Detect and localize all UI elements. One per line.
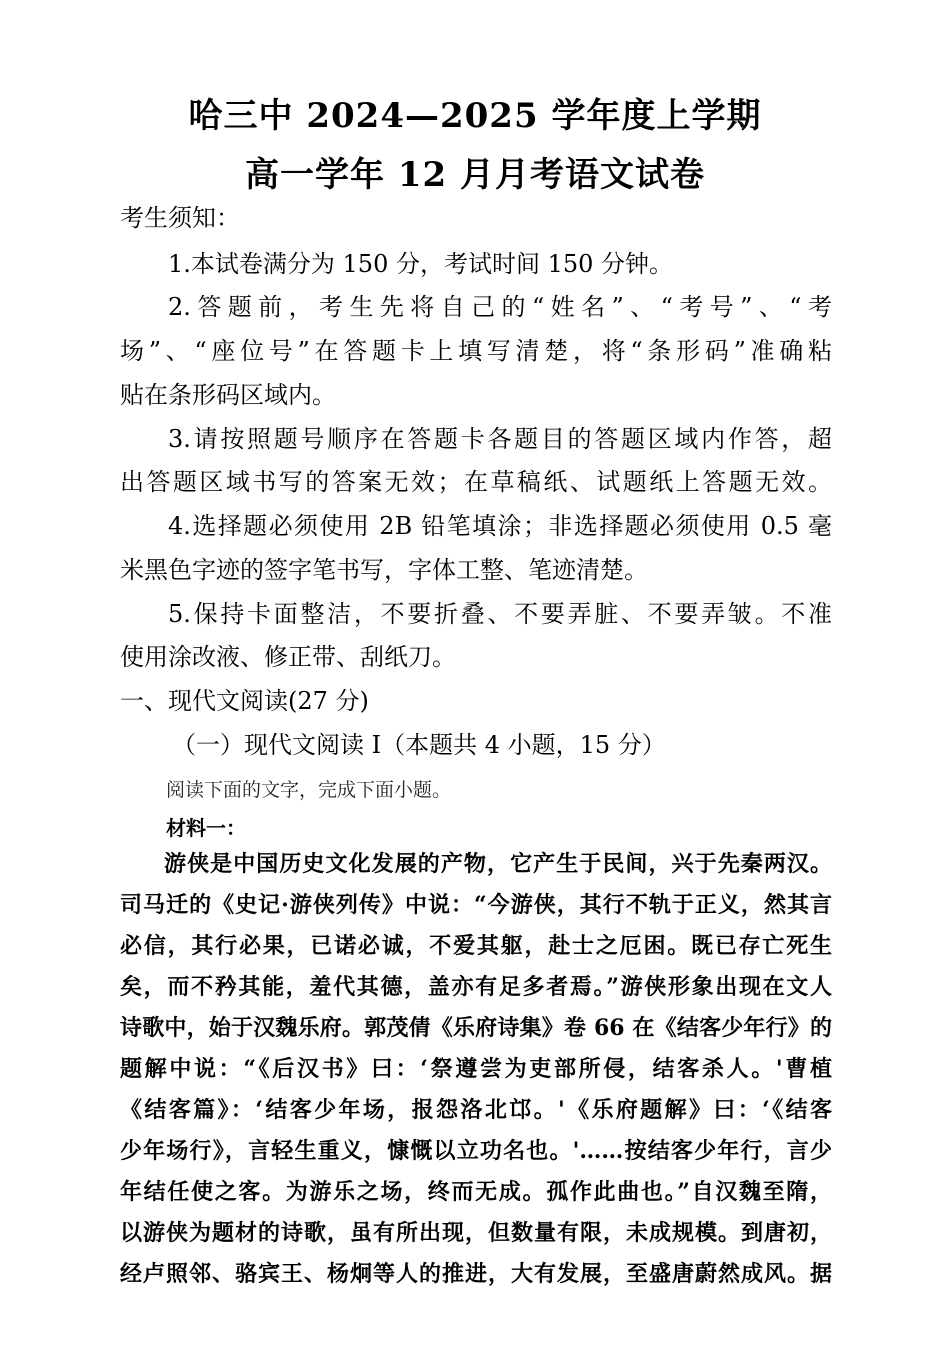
passage-line: 少年场行》，言轻生重义，慷慨以立功名也。'……按结客少年行，言少 bbox=[120, 1138, 832, 1164]
notice-line: 使用涂改液、修正带、刮纸刀。 bbox=[120, 643, 456, 671]
passage-line: 矣，而不矜其能，羞代其德，盖亦有足多者焉。”游侠形象出现在文人 bbox=[120, 974, 832, 1000]
notice-line: 米黑色字迹的签字笔书写，字体工整、笔迹清楚。 bbox=[120, 556, 648, 584]
exam-title-line2: 高一学年 12 月月考语文试卷 bbox=[245, 155, 705, 195]
notice-line: 4.选择题必须使用 2B 铅笔填涂；非选择题必须使用 0.5 毫 bbox=[168, 512, 832, 540]
notice-line: 5.保持卡面整洁，不要折叠、不要弄脏、不要弄皱。不准 bbox=[168, 600, 832, 628]
passage-line: 年结任使之客。为游乐之场，终而无成。孤作此曲也。”自汉魏至隋， bbox=[120, 1179, 832, 1205]
passage-line: 以游侠为题材的诗歌，虽有所出现，但数量有限，未成规模。到唐初， bbox=[120, 1220, 832, 1246]
passage-line: 经卢照邻、骆宾王、杨炯等人的推进，大有发展，至盛唐蔚然成风。据 bbox=[120, 1261, 832, 1287]
passage-line: 游侠是中国历史文化发展的产物，它产生于民间，兴于先秦两汉。 bbox=[164, 851, 832, 877]
notice-line: 出答题区域书写的答案无效；在草稿纸、试题纸上答题无效。 bbox=[120, 468, 832, 496]
passage-line: 诗歌中，始于汉魏乐府。郭茂倩《乐府诗集》卷 66 在《结客少年行》的 bbox=[120, 1015, 832, 1041]
material-label: 材料一： bbox=[166, 816, 246, 840]
notice-line: 场”、“座位号”在答题卡上填写清楚，将“条形码”准确粘 bbox=[120, 337, 832, 365]
notice-line: 3.请按照题号顺序在答题卡各题目的答题区域内作答，超 bbox=[168, 425, 832, 453]
reading-instruction: 阅读下面的文字，完成下面小题。 bbox=[166, 779, 452, 801]
notice-line: 贴在条形码区域内。 bbox=[120, 381, 336, 409]
section-subheading: （一）现代文阅读 I（本题共 4 小题，15 分） bbox=[172, 731, 666, 759]
passage-line: 《结客篇》：‘结客少年场，报怨洛北邙。'《乐府题解》曰：‘《结客 bbox=[120, 1097, 832, 1123]
passage-line: 司马迁的《史记·游侠列传》中说：“今游侠，其行不轨于正义，然其言 bbox=[120, 892, 832, 918]
notice-line: 2.答题前，考生先将自己的“姓名”、“考号”、“考 bbox=[168, 293, 832, 321]
notice-line: 1.本试卷满分为 150 分，考试时间 150 分钟。 bbox=[168, 250, 674, 278]
section-heading: 一、现代文阅读(27 分) bbox=[120, 687, 369, 715]
passage-line: 题解中说：“《后汉书》曰：‘祭遵尝为吏部所侵，结客杀人。'曹植 bbox=[120, 1056, 832, 1082]
passage-line: 必信，其行必果，已诺必诚，不爱其躯，赴士之厄困。既已存亡死生 bbox=[120, 933, 832, 959]
exam-title-line1: 哈三中 2024—2025 学年度上学期 bbox=[188, 96, 762, 136]
notice-heading: 考生须知： bbox=[120, 204, 240, 232]
